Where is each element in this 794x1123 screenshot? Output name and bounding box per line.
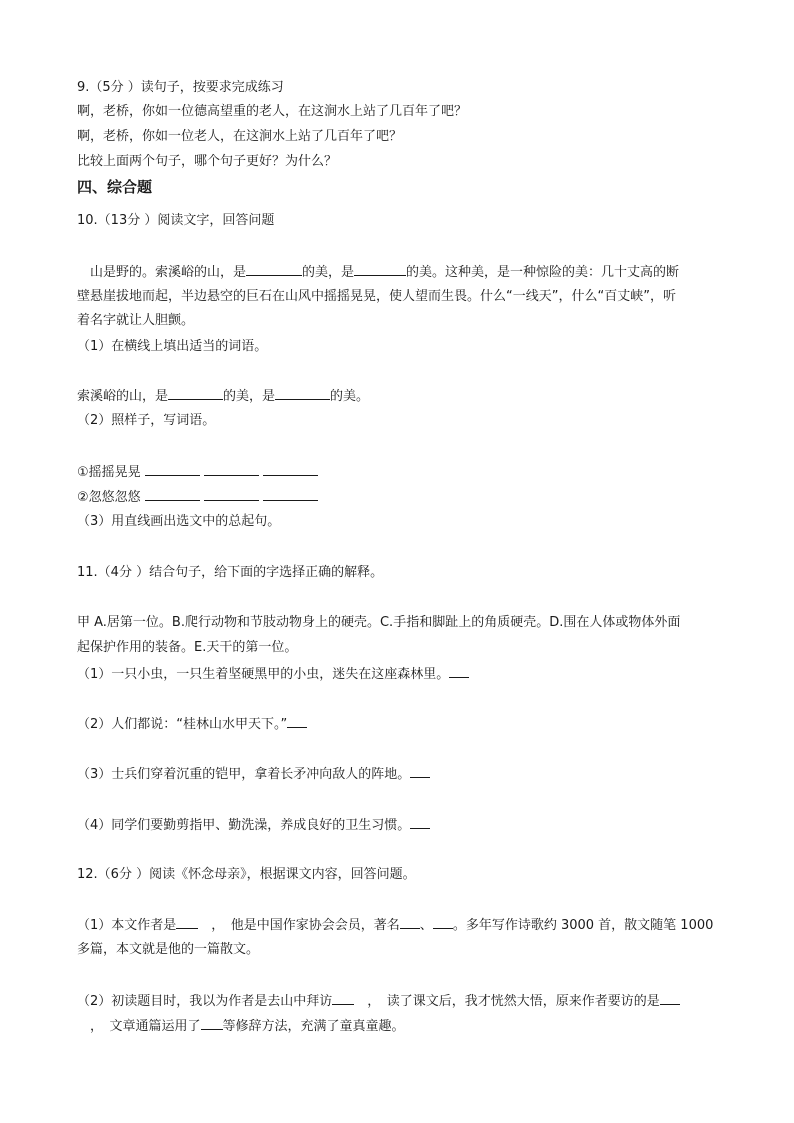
q10-passage-line-1: 山是野的。索溪峪的山，是 的美，是 的美。这种美，是一种惊险的美：几十丈高的断 — [90, 262, 679, 283]
q12-sub2-line-1: （2）初读题目时，我以为作者是去山中拜访 ， 读了课文后，我才恍然大悟，原来作者要访的是 — [77, 991, 680, 1012]
q9-sentence-1: 啊，老桥，你如一位德高望重的老人，在这涧水上站了几百年了吧？ — [77, 104, 468, 119]
q10-passage-line-3: 着名字就让人胆颤。 — [77, 313, 195, 328]
q10-passage-line-2: 壁悬崖拔地而起，半边悬空的巨石在山风中摇摇晃晃，使人望而生畏。什么“一线天”，什么“百丈峡”，听 — [77, 289, 676, 304]
answer-blank-1[interactable] — [168, 386, 223, 400]
q11-blank-3[interactable] — [410, 764, 430, 778]
q12-sub2-line-2: ， 文章通篇运用了 等修辞方法，充满了童真童趣。 — [77, 1016, 405, 1037]
word-blank-1c[interactable] — [263, 462, 318, 476]
word-blank-2c[interactable] — [263, 487, 318, 501]
q12-blank-visit-1[interactable] — [332, 991, 354, 1005]
q10-sub1-answer: 索溪峪的山，是 的美，是 的美。 — [77, 386, 369, 407]
q11-item-3: （3）士兵们穿着沉重的铠甲，拿着长矛冲向敌人的阵地。 — [77, 764, 430, 785]
word-blank-1a[interactable] — [145, 462, 200, 476]
q11-item-4: （4）同学们要勤剪指甲、勤洗澡，养成良好的卫生习惯。 — [77, 815, 430, 836]
q9-sentence-2: 啊，老桥，你如一位老人，在这涧水上站了几百年了吧？ — [77, 129, 403, 144]
q10-sub2-item-1: ①摇摇晃晃 — [77, 462, 318, 483]
passage-blank-1[interactable] — [246, 262, 302, 276]
q11-item-1: （1）一只小虫，一只生着坚硬黑甲的小虫，迷失在这座森林里。 — [77, 664, 469, 685]
q12-header: 12.（6分 ）阅读《怀念母亲》，根据课文内容，回答问题。 — [77, 867, 416, 882]
q11-blank-4[interactable] — [410, 815, 430, 829]
q11-item-2: （2）人们都说：“桂林山水甲天下。” — [77, 714, 307, 735]
passage-blank-2[interactable] — [354, 262, 406, 276]
q11-options-line-2: 起保护作用的装备。E.天干的第一位。 — [77, 640, 298, 655]
q12-blank-rhetoric[interactable] — [201, 1016, 223, 1030]
q9-header: 9.（5分 ）读句子，按要求完成练习 — [77, 80, 284, 95]
q12-blank-visit-2[interactable] — [660, 991, 680, 1005]
answer-blank-2[interactable] — [275, 386, 330, 400]
q10-header: 10.（13分 ）阅读文字，回答问题 — [77, 213, 275, 228]
q11-header: 11.（4分 ）结合句子，给下面的字选择正确的解释。 — [77, 565, 384, 580]
q12-sub1-line-1: （1）本文作者是 ， 他是中国作家协会会员，著名 、 。多年写作诗歌约 3000 首，散文随笔 1000 — [77, 915, 713, 936]
q11-blank-1[interactable] — [449, 664, 469, 678]
word-blank-2a[interactable] — [145, 487, 200, 501]
q10-sub2-label: （2）照样子，写词语。 — [77, 413, 216, 428]
q12-blank-title-1[interactable] — [400, 915, 420, 929]
word-blank-2b[interactable] — [204, 487, 259, 501]
q9-question: 比较上面两个句子，哪个句子更好？为什么？ — [77, 154, 338, 169]
q10-sub1-label: （1）在横线上填出适当的词语。 — [77, 339, 268, 354]
q12-sub1-line-2: 多篇，本文就是他的一篇散文。 — [77, 942, 260, 957]
q12-blank-author[interactable] — [176, 915, 198, 929]
q11-blank-2[interactable] — [287, 714, 307, 728]
q10-sub2-item-2: ②忽悠忽悠 — [77, 487, 318, 508]
q12-blank-title-2[interactable] — [433, 915, 453, 929]
word-blank-1b[interactable] — [204, 462, 259, 476]
section-heading: 四、综合题 — [77, 178, 153, 196]
q10-sub3-label: （3）用直线画出选文中的总起句。 — [77, 514, 281, 529]
q11-options-line-1: 甲 A.居第一位。B.爬行动物和节肢动物身上的硬壳。C.手指和脚趾上的角质硬壳。D.围在人体或物体外面 — [77, 615, 681, 630]
